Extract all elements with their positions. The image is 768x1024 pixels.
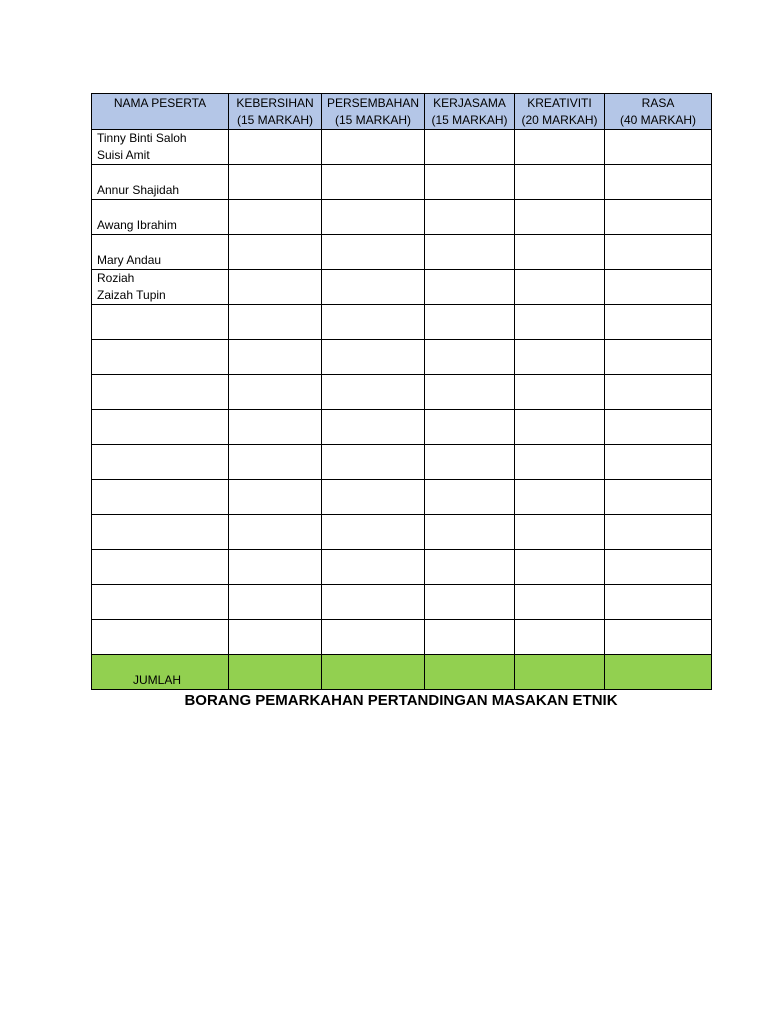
header-kreativiti — [515, 94, 605, 130]
score-cell[interactable] — [425, 235, 515, 270]
participant-name: Suisi Amit — [97, 148, 150, 162]
header-line: KREATIVITI — [527, 96, 592, 110]
score-cell[interactable] — [515, 375, 605, 410]
table-row — [92, 375, 712, 410]
table-row — [92, 550, 712, 585]
score-cell[interactable] — [605, 200, 712, 235]
table-header-row — [92, 94, 712, 130]
total-cell[interactable] — [515, 655, 605, 690]
score-cell[interactable] — [229, 515, 322, 550]
score-cell[interactable] — [229, 270, 322, 305]
score-cell[interactable] — [229, 235, 322, 270]
participant-name-cell[interactable] — [92, 375, 229, 410]
table-body — [92, 130, 712, 655]
score-cell[interactable] — [229, 375, 322, 410]
total-label: JUMLAH — [92, 655, 229, 690]
form-title: BORANG PEMARKAHAN PERTANDINGAN MASAKAN ETNIK — [184, 692, 618, 709]
table-row — [92, 410, 712, 445]
score-cell[interactable] — [322, 550, 425, 585]
score-cell[interactable] — [322, 270, 425, 305]
table-row — [92, 270, 712, 305]
header-line: (15 MARKAH) — [334, 113, 411, 127]
total-row — [92, 655, 712, 690]
score-cell[interactable] — [605, 375, 712, 410]
score-cell[interactable] — [515, 515, 605, 550]
score-cell[interactable] — [515, 270, 605, 305]
score-cell[interactable] — [605, 585, 712, 620]
score-cell[interactable] — [605, 480, 712, 515]
participant-name-cell[interactable] — [92, 585, 229, 620]
score-cell[interactable] — [605, 235, 712, 270]
header-persembahan — [322, 94, 425, 130]
score-cell[interactable] — [229, 165, 322, 200]
participant-name-cell[interactable] — [92, 620, 229, 655]
table-row — [92, 130, 712, 165]
header-line: NAMA PESERTA — [113, 96, 207, 110]
total-cell[interactable] — [605, 655, 712, 690]
participant-name-cell[interactable] — [92, 130, 229, 165]
table-row — [92, 585, 712, 620]
participant-name: Tinny Binti Saloh — [97, 131, 187, 145]
score-cell[interactable] — [322, 375, 425, 410]
table-row — [92, 165, 712, 200]
score-cell[interactable] — [322, 305, 425, 340]
table-row — [92, 480, 712, 515]
score-cell[interactable] — [322, 410, 425, 445]
participant-name: Roziah — [97, 271, 135, 285]
score-cell[interactable] — [515, 445, 605, 480]
header-line: KEBERSIHAN — [236, 96, 314, 110]
total-cell[interactable] — [229, 655, 322, 690]
participant-name-cell[interactable] — [92, 410, 229, 445]
score-cell[interactable] — [605, 445, 712, 480]
score-cell[interactable] — [515, 550, 605, 585]
participant-name: Annur Shajidah — [97, 183, 180, 197]
score-cell[interactable] — [229, 130, 322, 165]
score-cell[interactable] — [515, 620, 605, 655]
score-cell[interactable] — [605, 130, 712, 165]
participant-name-cell[interactable] — [92, 480, 229, 515]
participant-name-cell[interactable] — [92, 445, 229, 480]
header-line: RASA — [641, 96, 675, 110]
score-cell[interactable] — [425, 200, 515, 235]
table-row — [92, 200, 712, 235]
score-cell[interactable] — [515, 130, 605, 165]
score-cell[interactable] — [515, 410, 605, 445]
scoring-sheet — [91, 93, 711, 711]
participant-name-cell[interactable] — [92, 235, 229, 270]
score-cell[interactable] — [322, 235, 425, 270]
score-cell[interactable] — [425, 445, 515, 480]
score-cell[interactable] — [229, 550, 322, 585]
score-cell[interactable] — [322, 165, 425, 200]
header-line: (20 MARKAH) — [521, 113, 598, 127]
score-cell[interactable] — [229, 410, 322, 445]
header-line: KERJASAMA — [433, 96, 506, 110]
header-kebersihan — [229, 94, 322, 130]
score-cell[interactable] — [515, 585, 605, 620]
participant-name-cell[interactable] — [92, 200, 229, 235]
score-cell[interactable] — [605, 620, 712, 655]
score-cell[interactable] — [322, 515, 425, 550]
table-row — [92, 445, 712, 480]
score-cell[interactable] — [515, 165, 605, 200]
score-cell[interactable] — [515, 200, 605, 235]
table-row — [92, 305, 712, 340]
score-cell[interactable] — [425, 340, 515, 375]
score-cell[interactable] — [515, 235, 605, 270]
score-cell[interactable] — [425, 305, 515, 340]
score-cell[interactable] — [425, 130, 515, 165]
participant-name-cell[interactable] — [92, 340, 229, 375]
total-cell[interactable] — [425, 655, 515, 690]
header-kerjasama — [425, 94, 515, 130]
score-cell[interactable] — [605, 410, 712, 445]
header-line: (40 MARKAH) — [619, 113, 696, 127]
participant-name-cell[interactable] — [92, 165, 229, 200]
participant-name-cell[interactable] — [92, 270, 229, 305]
score-cell[interactable] — [229, 585, 322, 620]
table-row — [92, 620, 712, 655]
header-line: PERSEMBAHAN — [326, 96, 420, 110]
score-cell[interactable] — [515, 340, 605, 375]
participant-name: Mary Andau — [97, 253, 162, 267]
score-cell[interactable] — [425, 480, 515, 515]
header-nama-peserta — [92, 94, 229, 130]
score-cell[interactable] — [425, 270, 515, 305]
score-cell[interactable] — [605, 305, 712, 340]
score-cell[interactable] — [605, 340, 712, 375]
score-cell[interactable] — [605, 515, 712, 550]
score-cell[interactable] — [229, 480, 322, 515]
header-line: (15 MARKAH) — [236, 113, 313, 127]
score-cell[interactable] — [605, 270, 712, 305]
total-cell[interactable] — [322, 655, 425, 690]
table-row — [92, 340, 712, 375]
participant-name-cell[interactable] — [92, 305, 229, 340]
score-cell[interactable] — [322, 445, 425, 480]
score-cell[interactable] — [322, 620, 425, 655]
score-table — [91, 93, 712, 690]
score-cell[interactable] — [425, 550, 515, 585]
score-cell[interactable] — [425, 585, 515, 620]
score-cell[interactable] — [322, 340, 425, 375]
score-cell[interactable] — [515, 480, 605, 515]
header-line: (15 MARKAH) — [431, 113, 508, 127]
score-cell[interactable] — [425, 375, 515, 410]
score-cell[interactable] — [322, 130, 425, 165]
score-cell[interactable] — [515, 305, 605, 340]
score-cell[interactable] — [605, 550, 712, 585]
header-rasa — [605, 94, 712, 130]
score-cell[interactable] — [425, 165, 515, 200]
score-cell[interactable] — [425, 515, 515, 550]
score-cell[interactable] — [322, 585, 425, 620]
score-cell[interactable] — [229, 445, 322, 480]
participant-name: Awang Ibrahim — [97, 218, 177, 232]
table-row — [92, 235, 712, 270]
participant-name: Zaizah Tupin — [97, 288, 166, 302]
participant-name-cell[interactable] — [92, 515, 229, 550]
score-cell[interactable] — [229, 340, 322, 375]
score-cell[interactable] — [322, 200, 425, 235]
score-cell[interactable] — [229, 305, 322, 340]
score-cell[interactable] — [605, 165, 712, 200]
score-cell[interactable] — [229, 620, 322, 655]
score-cell[interactable] — [425, 620, 515, 655]
table-row — [92, 515, 712, 550]
participant-name-cell[interactable] — [92, 550, 229, 585]
score-cell[interactable] — [229, 200, 322, 235]
score-cell[interactable] — [322, 480, 425, 515]
score-cell[interactable] — [425, 410, 515, 445]
